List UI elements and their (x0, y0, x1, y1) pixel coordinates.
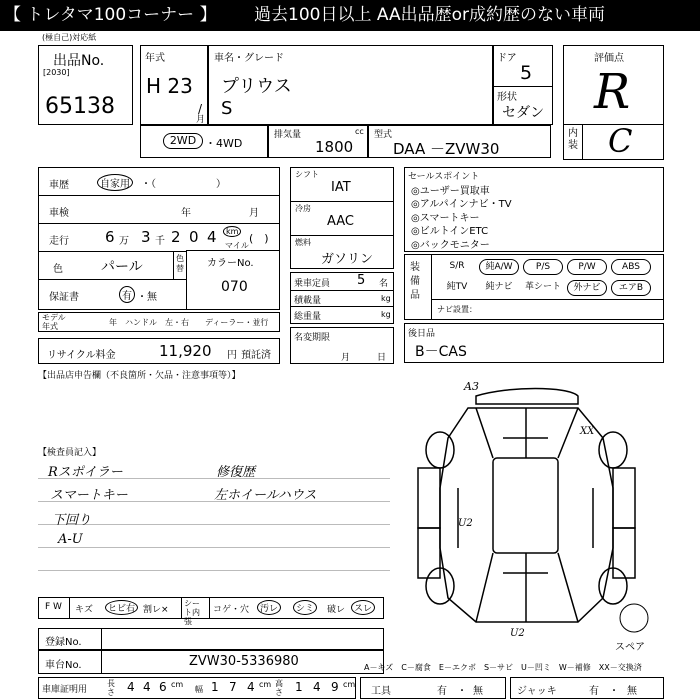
tools-label: 工具 (371, 686, 391, 697)
fw-bar (38, 597, 384, 626)
inspection-month: 月 (249, 208, 259, 219)
spec-block: 車歴 自家用 ・（ ） 車検 年 月 走行 6 万 3 千 2 0 4 km マイル ( ) 色 パール 色替 保証書 有 ・無 (38, 167, 280, 310)
car-box (208, 45, 493, 125)
color-side: 色替 (176, 254, 184, 273)
doors-label: ドア (497, 53, 517, 64)
model-code: DAA －ZVW30 (393, 140, 500, 158)
namechange-box (290, 327, 394, 364)
history-value: 自家用 (97, 174, 133, 191)
fw-item: キズ (75, 605, 93, 615)
colorno-value: 070 (221, 279, 248, 295)
fw-label: F W (45, 602, 62, 612)
mileage-d3: 2 (171, 228, 181, 246)
cert-wid-label: 幅 (195, 685, 203, 694)
cert-hgt-label: 高さ (275, 679, 283, 697)
seller-note-label: 【出品店申告欄（不良箇所・欠品・注意事項等）】 (38, 371, 241, 381)
fw-item: シミ (293, 600, 317, 615)
recycle-unit: 円 (227, 350, 237, 361)
mileage-d5: 4 (207, 228, 217, 246)
car-name: プリウス (221, 76, 292, 97)
score-box (563, 45, 664, 160)
drive-4wd: ・4WD (205, 137, 243, 150)
cert-wid-digit: 4 (247, 680, 255, 694)
fw-item: シート内張 (184, 599, 200, 626)
jack-row (510, 677, 664, 699)
cert-len-unit: cm (171, 680, 184, 689)
jack-yes: 有 (589, 686, 599, 697)
cert-hgt-digit: 4 (313, 680, 321, 694)
top-banner (0, 0, 700, 31)
shape-value: セダン (502, 105, 545, 121)
doors-value: 5 (520, 62, 533, 84)
month-mark: 月 (196, 115, 206, 125)
model-year-row (38, 312, 280, 332)
banner-left: 【 トレタマ100コーナー 】 (4, 5, 217, 25)
model-box (368, 125, 551, 158)
fw-item: スレ (351, 600, 375, 615)
capacity-label: 乗車定員 (294, 279, 331, 289)
shift-label: シフト (295, 170, 319, 179)
cert-wid-digit: 1 (211, 680, 219, 694)
cert-len-label: 長さ (107, 679, 115, 697)
color-label: 色 (53, 264, 63, 275)
lot-number: 65138 (45, 94, 115, 119)
colorno-box (186, 250, 280, 310)
year-value: H 23 (146, 74, 193, 98)
damage-legend: A－キズ C－腐食 E－エクボ S－サビ U－凹ミ W－補修 XX－交換済 (364, 663, 642, 672)
registration-row (38, 628, 384, 650)
sales-points-label: セールスポイント (408, 172, 480, 182)
drive-box (140, 125, 268, 158)
fuel-value: ガソリン (321, 252, 374, 267)
aircon-value: AAC (327, 214, 354, 229)
shape-label: 形状 (497, 92, 517, 103)
diagram-mark-u2-front: U2 (510, 628, 525, 638)
year-label: 年式 (145, 53, 165, 64)
model-year-handle: ハンドル 左・右 (125, 318, 189, 327)
shift-box (290, 167, 394, 269)
gross-label: 総重量 (294, 312, 322, 322)
cert-len-digit: 4 (127, 680, 135, 694)
fuel-label: 燃料 (295, 238, 311, 247)
car-diagram (398, 378, 698, 638)
recycle-value: 11,920 (159, 342, 212, 360)
lot-label: 出品No. (53, 53, 105, 69)
color-value: パール (101, 259, 143, 275)
mileage-d1: 6 (105, 228, 115, 246)
colorno-label: カラーNo. (207, 258, 254, 269)
chassis-row (38, 650, 384, 674)
interior-value: C (608, 122, 633, 160)
chassis-value: ZVW30-5336980 (189, 654, 299, 669)
cut-header-text: (極自己)対応紙 (42, 33, 97, 42)
tools-row (360, 677, 506, 699)
sales-point-item: ◎スマートキー (411, 213, 480, 224)
recycle-note: 預託済 (241, 350, 271, 361)
inspector-note: 下回り (52, 513, 92, 528)
aircon-label: 冷房 (295, 204, 311, 213)
cert-label: 車庫証明用 (42, 685, 88, 695)
recycle-row (38, 338, 280, 364)
equip-navi-install: ナビ設置： (437, 305, 477, 314)
year-slash: / (198, 102, 203, 116)
registration-label: 登録No. (45, 637, 82, 648)
sales-point-item: ◎ユーザー買取車 (411, 186, 490, 197)
diagram-mark-xx: XX (580, 426, 595, 437)
sales-point-item: ◎アルパインナビ・TV (411, 199, 512, 210)
capacity-box (290, 272, 394, 324)
lot-box (38, 45, 133, 125)
history-label: 車歴 (49, 180, 69, 191)
equip-abs: ABS (611, 259, 651, 275)
history-rest: ・（ ） (141, 179, 226, 190)
fw-item: 汚レ (257, 600, 281, 615)
sales-points-box (404, 167, 664, 252)
car-label: 車名・グレード (214, 53, 284, 64)
capacity-unit: 名 (379, 279, 389, 289)
model-year-dealer: ディーラー・並行 (205, 318, 269, 327)
displacement: 1800 (315, 138, 354, 156)
mileage-mile: マイル (225, 241, 249, 250)
equip-airbag: エアB (611, 280, 651, 296)
mileage-d4: 0 (189, 228, 199, 246)
cert-wid-unit: cm (259, 680, 272, 689)
inspector-note: スマートキー (50, 488, 128, 503)
inspector-note: A-U (58, 532, 83, 547)
banner-right: 過去100日以上 AA出品歴or成約歴のない車両 (254, 5, 605, 25)
namechange-day: 日 (377, 353, 387, 363)
jack-label: ジャッキ (517, 686, 557, 697)
mileage-u2: 千 (155, 236, 165, 247)
model-year-year: 年 (109, 318, 117, 327)
jack-no: 無 (627, 686, 637, 697)
recycle-label: リサイクル料金 (47, 350, 116, 361)
equip-alloy: 純A/W (479, 259, 519, 275)
equip-leather: 革シート (524, 282, 561, 292)
cert-len-digit: 6 (159, 680, 167, 694)
warranty-yes: 有 (119, 286, 135, 303)
equip-sr: S/R (449, 261, 465, 271)
inspection-label: 車検 (49, 208, 69, 219)
namechange-month: 月 (341, 353, 351, 363)
tools-dot: ・ (457, 686, 467, 697)
equip-ext-navi: 外ナビ (567, 280, 607, 296)
door-box (493, 45, 553, 125)
equipment-box (404, 254, 664, 320)
model-year-label: モデル年式 (42, 313, 66, 331)
diagram-mark-u2-side: U2 (458, 518, 473, 529)
cert-wid-digit: 7 (229, 680, 237, 694)
inspector-note: Rスポイラー (48, 465, 123, 480)
afterfit-label: 後日品 (408, 329, 436, 339)
mileage-km: km (223, 226, 241, 237)
garage-cert-row (38, 677, 356, 699)
drive-2wd: 2WD (163, 133, 203, 149)
fw-item: ヒビ右 (105, 600, 138, 615)
jack-dot: ・ (609, 686, 619, 697)
inspector-note: 修復歴 (216, 465, 256, 480)
afterfit-value: B－CAS (415, 344, 467, 360)
disp-box (268, 125, 368, 158)
disp-label: 排気量 (274, 130, 302, 140)
spare-label: スペア (615, 642, 645, 653)
cert-hgt-digit: 1 (295, 680, 303, 694)
score-value: R (594, 64, 631, 120)
equip-tv: 純TV (446, 282, 468, 292)
chassis-label: 車台No. (45, 660, 82, 671)
mileage-d2: 3 (141, 228, 151, 246)
fw-item: 割レ× (143, 605, 169, 615)
score-label: 評価点 (594, 53, 624, 64)
model-label: 型式 (374, 130, 393, 140)
equip-pw: P/W (567, 259, 607, 275)
capacity-value: 5 (357, 273, 366, 288)
disp-unit: cc (355, 127, 364, 136)
interior-label: 内装 (568, 128, 578, 151)
mileage-label: 走行 (49, 236, 69, 247)
car-grade: S (221, 98, 233, 119)
year-box (140, 45, 208, 125)
shift-value: IAT (331, 180, 351, 195)
equip-ps: P/S (523, 259, 563, 275)
equipment-label: 装備品 (410, 262, 420, 301)
load-unit: kg (381, 294, 391, 303)
cert-hgt-digit: 9 (331, 680, 339, 694)
warranty-label: 保証書 (49, 292, 79, 303)
cert-hgt-unit: cm (343, 680, 356, 689)
warranty-no: ・無 (137, 292, 157, 303)
inspection-year: 年 (181, 208, 191, 219)
inspector-area (38, 455, 390, 593)
fw-item: コゲ・穴 (213, 605, 250, 615)
sales-point-item: ◎バックモニター (411, 240, 490, 251)
mileage-u1: 万 (119, 236, 129, 247)
namechange-label: 名変期限 (294, 333, 331, 343)
tools-yes: 有 (437, 686, 447, 697)
afterfit-box (404, 323, 664, 363)
tools-no: 無 (473, 686, 483, 697)
sales-point-item: ◎ビルトインETC (411, 226, 489, 237)
inspector-label: 【検査員記入】 (38, 448, 102, 458)
cert-len-digit: 4 (143, 680, 151, 694)
equip-navi: 純ナビ (485, 282, 513, 292)
diagram-mark-a3: A3 (464, 380, 479, 393)
gross-unit: kg (381, 310, 391, 319)
inspector-note: 左ホイールハウス (214, 488, 317, 503)
spare-tire-icon (620, 604, 648, 632)
lot-small: [2030] (43, 68, 70, 77)
load-label: 積載量 (294, 296, 322, 306)
fw-item: 破レ (327, 605, 346, 615)
